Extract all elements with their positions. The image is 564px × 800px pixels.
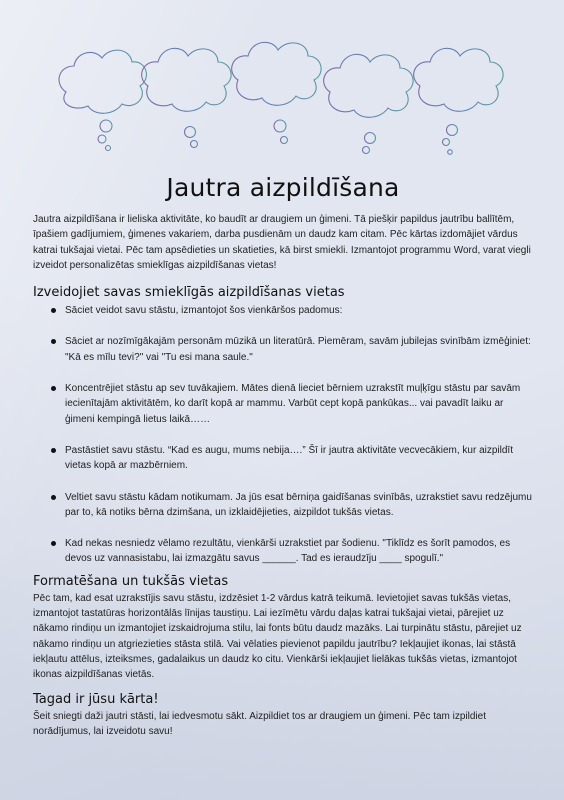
bullet-icon bbox=[51, 495, 56, 500]
list-item bbox=[33, 536, 533, 567]
list-item bbox=[33, 381, 533, 427]
bullet-icon bbox=[51, 541, 56, 546]
section-heading-create: Izveidojiet savas smieklīgās aizpildīšanas vietas bbox=[33, 285, 345, 301]
thought-cloud-icon bbox=[414, 48, 503, 154]
your-turn-paragraph: Šeit sniegti daži jautri stāsti, lai iedvesmotu sākt. Aizpildiet tos ar draugiem un ģimeni. Pēc tam izpildiet norādījumus, lai izveidotu savu! bbox=[33, 710, 486, 737]
list-item bbox=[33, 303, 533, 318]
list-item-text: Koncentrējiet stāstu ap sev tuvākajiem. Mātes dienā lieciet bērniem uzrakstīt muļķīgu stāstu par savām iecienītajām aktivitātēm, ko darīt kopā ar mammu. Varbūt cept kopā pankūkas... vai pavadīt laiku ar ģimeni kempingā lietus laikā…… bbox=[65, 383, 521, 425]
intro-paragraph: Jautra aizpildīšana ir lieliska aktivitāte, ko baudīt ar draugiem un ģimeni. Tā piešķir papildus jautrību ballītēm, īpašiem gadījumiem, ģimenes vakariem, darba pusdienām un daudz kam citam. Pēc kārtas izdomājiet vārdus katrai tukšajai vietai. Pēc tam apsēdieties un skatieties, kā birst smiekli. Izmantojot programmu Word, varat viegli izveidot personalizētas smieklīgas aizpildīšanas vietas! bbox=[33, 214, 531, 271]
list-item-text: Sāciet veidot savu stāstu, izmantojot šos vienkāršos padomus: bbox=[65, 305, 343, 317]
list-item-text: Veltiet savu stāstu kādam notikumam. Ja jūs esat bērniņa gaidīšanas svinībās, uzrakstiet savu redzējumu par to, kā notiks bērna dzimšana, un izklaidējieties, aizpildot tukšās vietas. bbox=[65, 491, 532, 518]
thought-cloud-icon bbox=[142, 48, 231, 147]
list-item-text: Kad nekas nesniedz vēlamo rezultātu, vienkārši uzrakstiet par šodienu. "Tiklīdz es šorīt pamodos, es devos uz vannasistabu, lai izmazgātu savus ______. Tad es ieraudzīju ____ spogulī." bbox=[65, 538, 511, 565]
page-title: Jautra aizpildīšana bbox=[166, 173, 400, 202]
list-item-text: Pastāstiet savu stāstu. “Kad es augu, mums nebija….” Šī ir jautra aktivitāte vecvecākiem, kur aizpildīt vietas kopā ar mazbērniem. bbox=[65, 444, 513, 472]
bullet-icon bbox=[51, 308, 56, 313]
thought-clouds-decoration bbox=[48, 22, 528, 162]
section-heading-format: Formatēšana un tukšās vietas bbox=[33, 573, 229, 589]
list-item-text: Sāciet ar nozīmīgākajām personām mūzikā un literatūrā. Piemēram, savām jubilejas svinībām izmēģiniet: "Kā es mīlu tevi?" vai "Tu esi mana saule." bbox=[65, 336, 531, 363]
list-item bbox=[33, 334, 533, 365]
list-item bbox=[33, 443, 533, 474]
section-heading-your-turn: Tagad ir jūsu kārta! bbox=[33, 691, 159, 707]
bullet-icon bbox=[51, 448, 56, 453]
document-body bbox=[33, 168, 533, 739]
thought-cloud-icon bbox=[59, 50, 146, 150]
thought-cloud-icon bbox=[232, 42, 321, 143]
tips-list bbox=[33, 303, 533, 567]
bullet-icon bbox=[51, 339, 56, 344]
list-item bbox=[33, 490, 533, 521]
format-paragraph: Pēc tam, kad esat uzrakstījis savu stāstu, izdzēsiet 1-2 vārdus katrā teikumā. Ievietojiet savas tukšās vietas, izmantojot tastatūras horizontālās līnijas taustiņu. Lai iezīmētu vārdu daļas katrai tukšajai vietai, pārejiet uz nākamo rindiņu un izmantojiet izskaidrojuma stilu, lai fonts būtu daudz mazāks. Lai turpinātu stāstu, pārejiet uz nākamo rindiņu un atgriezieties stāsta stilā. Vai vēlaties pievienot papildu jautrību? Iekļaujiet ikonas, lai stāstā iekļautu attēlus, izteiksmes, gadalaikus un daudz ko citu. Vienkārši iekļaujiet lielākas tukšās vietas, izmantojot ikonas aizpildīšanas vietās. bbox=[33, 592, 522, 681]
thought-cloud-icon bbox=[324, 54, 413, 153]
bullet-icon bbox=[51, 386, 56, 391]
